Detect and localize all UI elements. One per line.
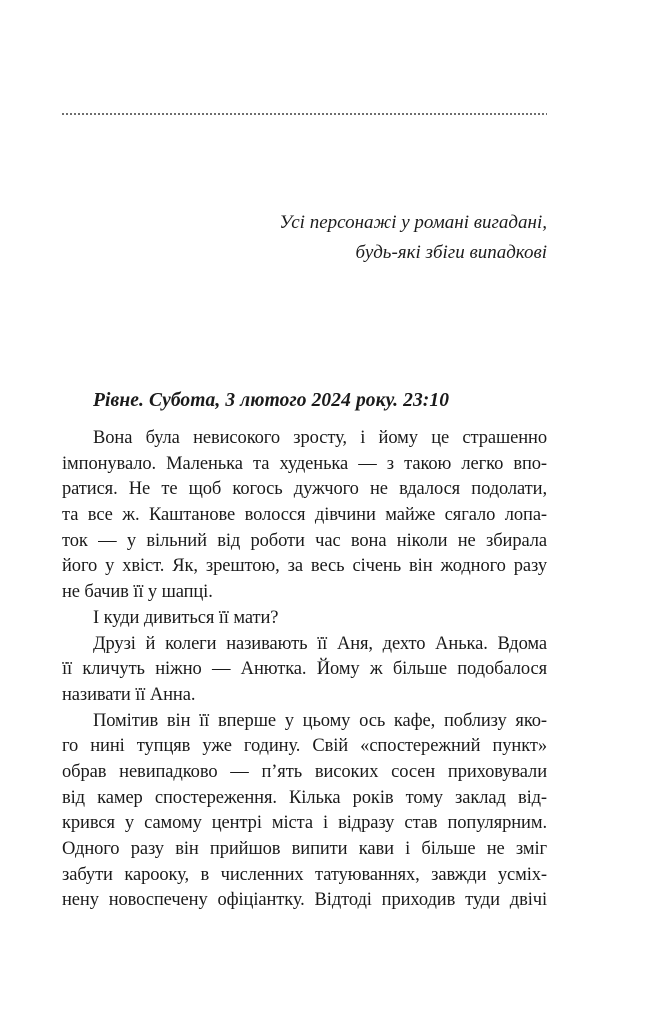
paragraph: [62, 632, 547, 709]
chapter-heading: Рівне. Субота, 3 лютого 2024 року. 23:10: [93, 390, 450, 411]
text-line: ратися. Не те щоб когось дужчого не вдалося подолати,: [62, 479, 547, 500]
text-line: Одного разу він прийшов випити кави і більше не зміг: [62, 839, 547, 859]
text-line: обрав невипадково — п’ять високих сосен приховували: [62, 761, 547, 782]
text-line: її кличуть ніжно — Анютка. Йому ж більше подобалося: [62, 659, 547, 680]
text-line: го нині тупцяв уже годину. Свій «спостережний пункт»: [62, 736, 547, 757]
text-line: його у хвіст. Як, зрештою, за весь січень він жодного разу: [62, 556, 547, 577]
text-line: ток — у вільний від роботи час вона ніколи не збирала: [62, 530, 547, 551]
text-line: та все ж. Каштанове волосся дівчини майже сягало лопа-: [62, 505, 547, 526]
text-line: називати її Анна.: [62, 684, 196, 705]
paragraph: [62, 606, 547, 632]
text-line: від камер спостереження. Кілька років тому заклад від-: [62, 787, 547, 808]
text-line: забути карооку, в численних татуюваннях, завжди усміх-: [62, 864, 547, 885]
paragraph: [62, 709, 547, 915]
epigraph: [62, 208, 547, 268]
epigraph-line: будь-які збіги випадкові: [355, 242, 547, 263]
text-line: нену новоспечену офіціантку. Відтоді приходив туди двічі: [62, 890, 547, 911]
text-line: І куди дивиться її мати?: [93, 607, 279, 628]
paragraph: [62, 426, 547, 606]
body-text: [62, 426, 547, 914]
text-line: не бачив її у шапці.: [62, 582, 213, 603]
dotted-divider-rule: [62, 113, 547, 115]
text-line: Друзі й колеги називають її Аня, дехто Анька. Вдома: [93, 633, 547, 654]
text-line: Вона була невисокого зросту, і йому це страшенно: [93, 428, 547, 448]
text-line: імпонувало. Маленька та худенька — з такою легко впо-: [62, 453, 547, 474]
text-line: крився у самому центрі міста і відразу став популярним.: [62, 813, 547, 834]
text-line: Помітив він її вперше у цьому ось кафе, поблизу яко-: [93, 710, 547, 731]
epigraph-line: Усі персонажі у романі вигадані,: [279, 212, 547, 233]
